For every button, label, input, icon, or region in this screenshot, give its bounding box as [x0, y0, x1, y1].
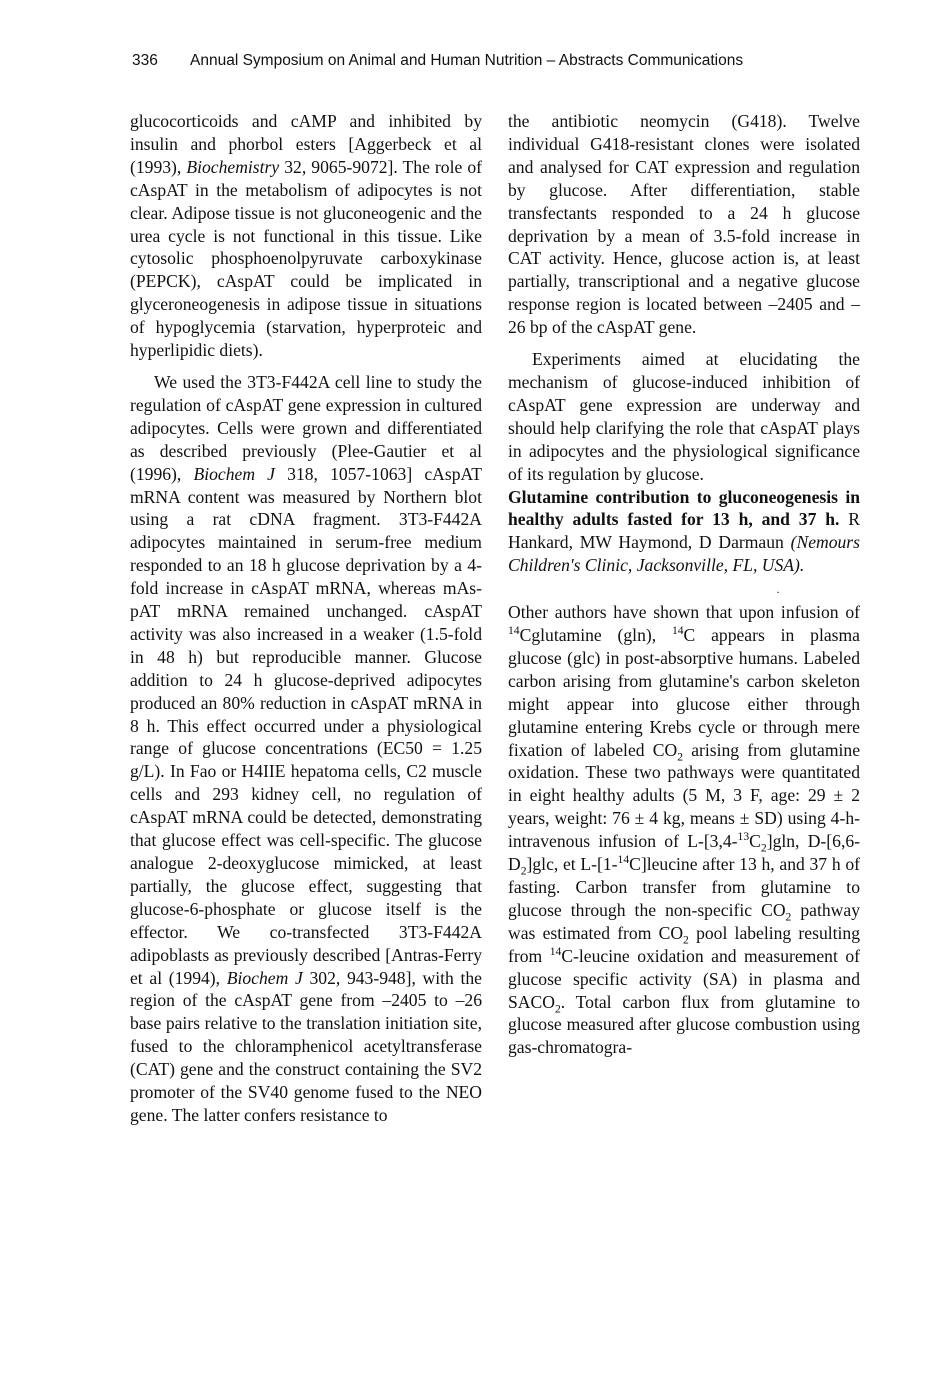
- superscript: 14: [508, 624, 520, 638]
- text-run: ]glc, et L-[1-: [526, 854, 618, 875]
- running-header: [132, 52, 832, 70]
- journal-name: Biochem J: [226, 967, 303, 988]
- text-run: pathway was estimated from CO: [508, 899, 860, 943]
- left-column: [130, 110, 482, 1127]
- text-run: 302, 943-948], with the region of the cAspAT gene from –2405 to –26 base pairs relative to the translation initiation site, fused to the chloramphenicol acetyltransferase (CAT) gene and the construct containing the SV2 promoter of the SV40 genome fused to the NEO gene. The latter confers resistance to: [130, 967, 482, 1125]
- abstract-title: Glutamine contribution to gluconeogenesis in healthy adults fasted for 13 h, and 37 h.: [508, 486, 860, 530]
- running-title: Annual Symposium on Animal and Human Nutrition – Abstracts Communications: [190, 52, 744, 69]
- subscript: 2: [785, 910, 792, 924]
- superscript: 14: [617, 853, 630, 867]
- subscript: 2: [520, 864, 527, 878]
- right-column: [508, 110, 860, 1059]
- superscript: 14: [549, 944, 562, 958]
- journal-name: Biochem J: [193, 463, 275, 484]
- paragraph-results: the antibiotic neomycin (G418). Twelve individual G418-resistant clones were isolated and analysed for CAT expression and regulation by glucose. After differentiation, stable transfectants responded to a 24 h glucose deprivation by a mean of 3.5-fold increase in CAT activity. Hence, glucose action is, at least partially, transcriptional and a negative glucose response region is located between –2405 and –26 bp of the cAspAT gene.: [508, 111, 860, 338]
- subscript: 2: [760, 841, 767, 855]
- paragraph-abstract-body: [508, 601, 860, 1059]
- superscript: 14: [671, 624, 684, 638]
- subscript: 2: [677, 750, 683, 764]
- subscript: 2: [683, 933, 689, 947]
- dot-mark: ·: [776, 585, 780, 600]
- text-run: 318, 1057-1063] cAspAT mRNA content was measured by Northern blot using a rat cDNA fragment. 3T3-F442A adipocytes maintained in serum-free medium responded to an 18 h glucose deprivation by a 4-fold increase in cAspAT mRNA, whereas mAspAT mRNA remained unchanged. cAspAT activity was also increased in a weaker (1.5-fold in 48 h) but reproducible manner. Glucose addition to 24 h glucose-deprived adipocytes produced an 80% reduction in cAspAT mRNA in 8 h. This effect occurred under a physiological range of glucose concentrations (EC50 = 1.25 g/L). In Fao or H4IIE hepatoma cells, C2 muscle cells and 293 kidney cell, no regulation of cAspAT mRNA could be detected, demonstrating that glucose effect was cell-specific. The glucose analogue 2-deoxyglucose mimicked, at least partially, the glucose effect, suggesting that glucose-6-phosphate or glucose itself is the effector. We co-transfected 3T3-F442A adipoblasts as previously described [Antras-Ferry et al (1994),: [130, 463, 483, 988]
- text-run: Other authors have shown that upon infusion of: [508, 602, 860, 623]
- text-run: pool labeling resulting from: [508, 922, 860, 966]
- text-run: C]leucine after 13 h, and 37 h of fasting. Carbon transfer from glutamine to glucose through the non-specific CO: [508, 854, 860, 920]
- text-run: glucocorticoids and cAMP and inhibited by insulin and phorbol esters [Aggerbeck et al (1993),: [130, 111, 482, 177]
- abstract-heading: [508, 486, 860, 578]
- text-run: Cglutamine (gln),: [519, 625, 672, 646]
- text-run: C-leucine oxidation and measurement of glucose specific activity (SA) in plasma and SACO: [508, 945, 860, 1012]
- abstract-affiliation: (Nemours Children's Clinic, Jacksonville, FL, USA).: [508, 532, 860, 576]
- abstract-authors: R Hankard, MW Haymond, D Darmaun: [508, 509, 860, 553]
- text-run: arising from glutamine oxidation. These two pathways were quantitated in eight healthy adults (5 M, 3 F, age: 29 ± 2 years, weight: 76 ± 4 kg, means ± SD) using 4-h-intravenous infusion of L-[3,4-: [508, 739, 861, 852]
- text-run: 32, 9065-9072]. The role of cAspAT in the metabolism of adipocytes is not clear. Adipose tissue is not gluconeogenic and the urea cycle is not functional in this tissue. Like cytosolic phosphoenolpyruvate carboxykinase (PEPCK), cAspAT could be implicated in glyceroneogenesis in adipose tissue in situations of hypoglycemia (starvation, hyperproteic and hyperlipidic diets).: [130, 156, 482, 361]
- journal-name: Biochemistry: [186, 156, 280, 177]
- page-number: 336: [132, 52, 158, 69]
- text-run: . Total carbon flux from glutamine to glucose measured after glucose combustion using gas-chromatogra-: [508, 991, 860, 1058]
- text-run: ]gln, D-[6,6-D: [508, 831, 861, 875]
- paragraph-continued: [130, 110, 482, 362]
- subscript: 2: [554, 1002, 561, 1016]
- superscript: 13: [737, 830, 750, 844]
- paragraph-conclusion: Experiments aimed at elucidating the mechanism of glucose-induced inhibition of cAspAT gene expression are underway and should help clarifying the role that cAspAT plays in adipocytes and the physiological significance of its regulation by glucose.: [508, 349, 860, 484]
- separator-mark: [508, 577, 860, 601]
- paragraph-methods: [130, 371, 482, 1127]
- text-run: We used the 3T3-F442A cell line to study the regulation of cAspAT gene expression in cultured adipocytes. Cells were grown and differentiated as described previously (Plee-Gautier et al (1996),: [130, 371, 482, 484]
- text-run: C appears in plasma glucose (glc) in post-absorptive humans. Labeled carbon arising from glutamine's carbon skeleton might appear into glucose either through glutamine entering Krebs cycle or through mere fixation of labeled CO: [508, 625, 860, 760]
- text-run: C: [749, 831, 761, 852]
